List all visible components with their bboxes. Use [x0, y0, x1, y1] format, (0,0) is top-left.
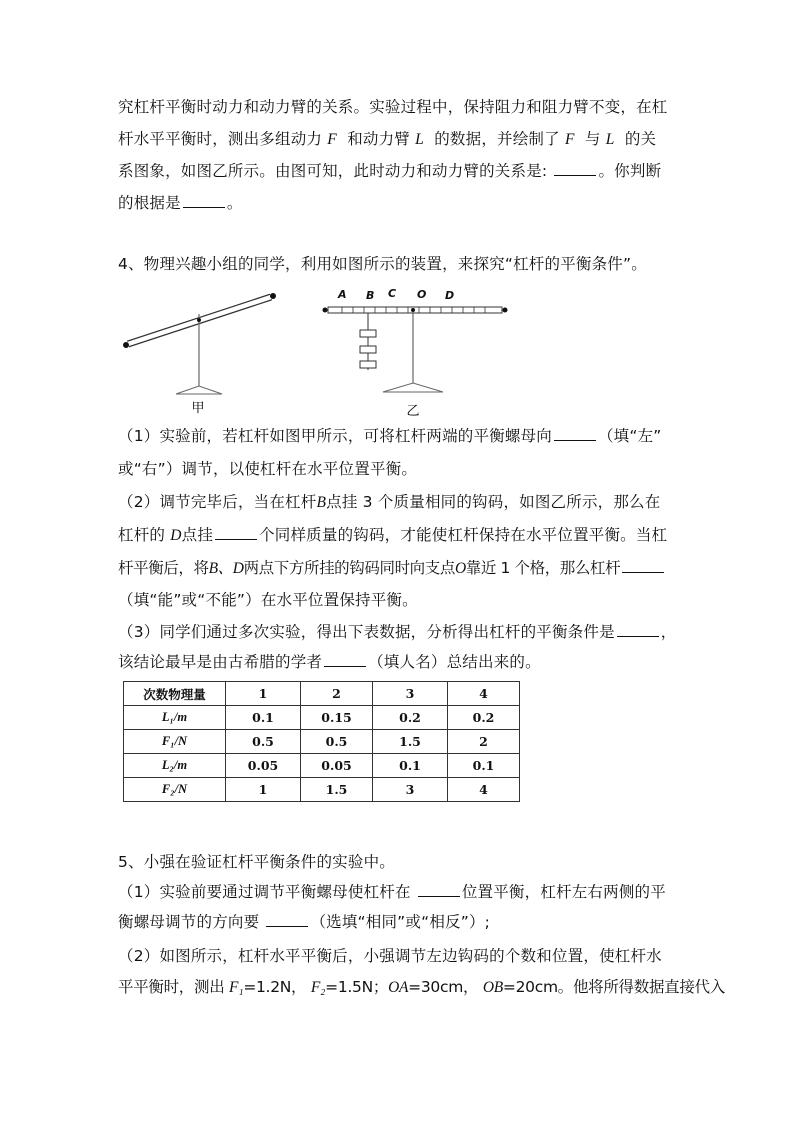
text: =20cm。他将所得数据直接代入 [502, 978, 725, 996]
cell: 0.05 [301, 754, 373, 778]
text: 的根据是 [118, 194, 181, 212]
text: 。你判断 [598, 162, 662, 180]
text: 点挂 3 个质量相同的钩码，如图乙所示，那么在 [326, 493, 661, 511]
text-line: 或“右”）调节，以使杠杆在水平位置平衡。 [118, 460, 418, 478]
answer-blank[interactable] [183, 193, 225, 208]
answer-blank[interactable] [266, 912, 308, 927]
var: D [170, 527, 182, 544]
text-line [118, 558, 666, 579]
figure-label: 乙 [406, 404, 420, 419]
text-line [118, 525, 667, 546]
text: （填人名）总结出来的。 [368, 653, 541, 671]
text: 的关 [624, 130, 657, 148]
cell: 0.1 [373, 754, 448, 778]
var-l: L [605, 131, 615, 148]
cell: 1 [226, 778, 301, 802]
var: O [454, 560, 466, 577]
text-line [118, 426, 662, 446]
answer-blank[interactable] [622, 558, 664, 573]
cell: 0.2 [373, 706, 448, 730]
text: 个同样质量的钩码，才能使杠杆保持在水平位置平衡。当杠 [259, 526, 668, 544]
question-title: 5、小强在验证杠杆平衡条件的实验中。 [118, 853, 395, 871]
text: ， [660, 623, 677, 641]
text: （填“左” [597, 427, 662, 445]
question-title: 4、物理兴趣小组的同学，利用如图所示的装置，来探究“杠杆的平衡条件”。 [118, 255, 647, 273]
var: F₂ [310, 979, 326, 996]
text: 衡螺母调节的方向要 [118, 913, 260, 931]
text: （选填“相同”或“相反”）; [310, 913, 491, 931]
cell: 1.5 [301, 778, 373, 802]
figure-label: 甲 [191, 401, 205, 416]
text: =1.5N； [325, 978, 389, 996]
table-row [124, 778, 520, 802]
answer-blank[interactable] [215, 525, 257, 540]
text: =30cm， [408, 978, 479, 996]
cell: 0.15 [301, 706, 373, 730]
point-b-label: B [366, 289, 375, 302]
text: 靠近 1 个格，那么杠杆 [465, 559, 621, 577]
row-label: F₁/N [124, 730, 226, 754]
var-f: F [327, 131, 337, 148]
text: （3）同学们通过多次实验，得出下表数据，分析得出杠杆的平衡条件是 [118, 623, 615, 641]
var: OB [482, 979, 503, 996]
text-line [118, 977, 725, 998]
cell: 0.1 [226, 706, 301, 730]
figure-jia [118, 288, 288, 418]
text-line [118, 912, 490, 932]
text: 位置平衡，杠杆左右两侧的平 [461, 883, 666, 901]
cell: 4 [448, 778, 520, 802]
table-row [124, 730, 520, 754]
text-line [118, 193, 243, 213]
answer-blank[interactable] [554, 426, 596, 441]
cell: 0.2 [448, 706, 520, 730]
figure-yi [318, 284, 518, 424]
row-label: L₁/m [124, 706, 226, 730]
text: 该结论最早是由古希腊的学者 [118, 653, 323, 671]
header-cell: 1 [226, 682, 301, 706]
text-line: （2）如图所示，杠杆水平平衡后，小强调节左边钩码的个数和位置，使杠杆水 [118, 947, 662, 965]
text: 的数据，并绘制了 [434, 130, 560, 148]
answer-blank[interactable] [617, 622, 659, 637]
point-a-label: A [338, 288, 347, 301]
text: （1）实验前要通过调节平衡螺母使杠杆在 [118, 883, 411, 901]
cell: 1.5 [373, 730, 448, 754]
text-line [118, 492, 660, 513]
text: （2）调节完毕后，当在杠杆 [118, 493, 317, 511]
data-table [123, 681, 520, 802]
cell: 0.05 [226, 754, 301, 778]
var: F₁ [229, 979, 244, 996]
row-label: F₂/N [124, 778, 226, 802]
text: 杠杆的 [118, 526, 166, 544]
table-row [124, 754, 520, 778]
text: 平平衡时，测出 [118, 978, 225, 996]
var: B、D [208, 560, 244, 577]
header-cell: 2 [301, 682, 373, 706]
point-d-label: D [445, 289, 455, 302]
text-line [118, 161, 661, 181]
table-header-row [124, 682, 520, 706]
text: 。 [226, 194, 243, 212]
text: 系图象，如图乙所示。由图可知，此时动力和动力臂的关系是: [118, 162, 548, 180]
text: 与 [584, 130, 601, 148]
row-label: L₂/m [124, 754, 226, 778]
text: 两点下方所挂的钩码同时向支点 [243, 559, 455, 577]
var: OA [388, 979, 409, 996]
text-line [118, 129, 656, 150]
header-cell: 3 [373, 682, 448, 706]
hook-weights [360, 313, 376, 370]
cell: 2 [448, 730, 520, 754]
cell: 0.5 [301, 730, 373, 754]
text: 杆平衡后，将 [118, 559, 209, 577]
var-f: F [564, 131, 575, 148]
answer-blank[interactable] [554, 161, 596, 176]
answer-blank[interactable] [418, 882, 460, 897]
point-o-label: O [417, 288, 427, 301]
text: =1.2N， [243, 978, 307, 996]
text: （1）实验前，若杠杆如图甲所示，可将杠杆两端的平衡螺母向 [118, 427, 552, 445]
text: 和动力臂 [347, 130, 410, 148]
text-line [118, 882, 666, 902]
var-l: L [415, 131, 424, 148]
text-line: 究杠杆平衡时动力和动力臂的关系。实验过程中，保持阻力和阻力臂不变，在杠 [118, 98, 668, 116]
text-line [118, 622, 676, 642]
text: 杆水平平衡时，测出多组动力 [118, 130, 323, 148]
var: B [316, 494, 327, 511]
cell: 0.1 [448, 754, 520, 778]
cell: 3 [373, 778, 448, 802]
text: 点挂 [181, 526, 214, 544]
cell: 0.5 [226, 730, 301, 754]
text-line: （填“能”或“不能”）在水平位置保持平衡。 [118, 591, 418, 609]
header-cell: 4 [448, 682, 520, 706]
point-c-label: C [388, 287, 397, 300]
text-line [118, 652, 541, 672]
header-cell: 次数物理量 [124, 682, 226, 706]
table-row [124, 706, 520, 730]
answer-blank[interactable] [324, 652, 366, 667]
